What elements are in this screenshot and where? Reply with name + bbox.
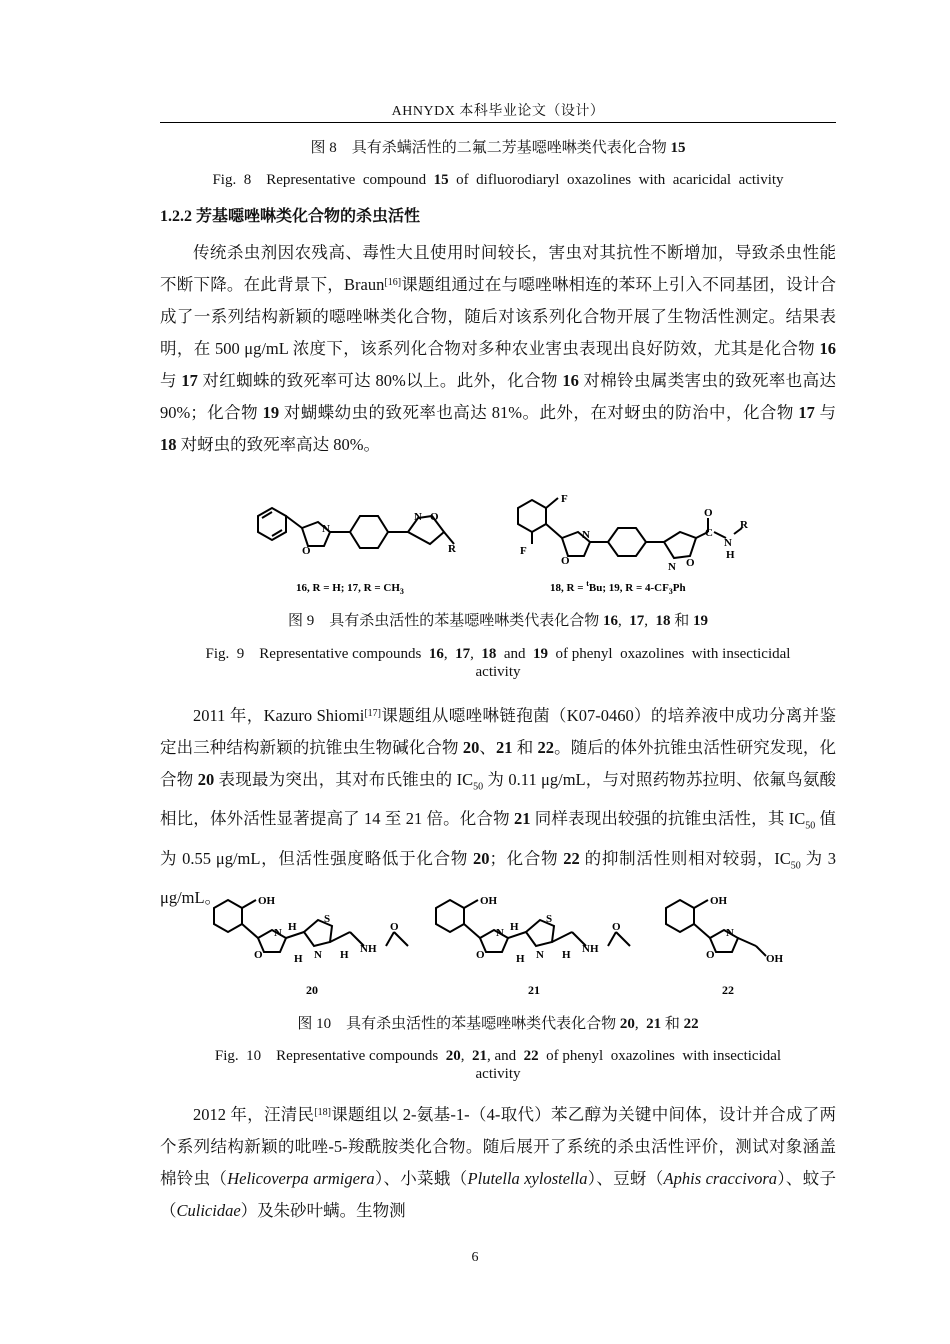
figure-10-structures — [200, 886, 800, 1006]
section-heading: 1.2.2 芳基噁唑啉类化合物的杀虫活性 — [160, 208, 421, 225]
svg-text:N: N — [314, 949, 322, 961]
svg-text:C: C — [705, 527, 713, 539]
svg-text:O: O — [561, 555, 570, 567]
svg-text:S: S — [546, 913, 553, 925]
citation-17: [17] — [364, 708, 381, 719]
svg-text:N: N — [668, 561, 676, 573]
svg-text:NH: NH — [582, 943, 599, 955]
svg-text:OH: OH — [258, 895, 276, 907]
svg-text:OH: OH — [710, 895, 728, 907]
svg-text:N: N — [724, 537, 732, 549]
header-rule — [160, 122, 836, 123]
fig8-caption-en: Fig. 8 Representative compound 15 of difluorodiaryl oxazolines with acaricidal activity — [212, 172, 784, 188]
fig9-caption-en: Fig. 9 Representative compounds 16, 17, 18 and 19 of phenyl oxazolines with insecticidal activity — [205, 646, 791, 680]
svg-text:S: S — [324, 913, 331, 925]
fig9-label-right: 18, R = $^t$Bu; 19, $R = 4-CF_3Ph$ — [550, 579, 686, 596]
svg-text:OH: OH — [480, 895, 498, 907]
svg-text:N: N — [274, 927, 282, 939]
svg-text:R: R — [448, 543, 456, 555]
svg-text:N: N — [536, 949, 544, 961]
svg-text:NH: NH — [360, 943, 377, 955]
structure-20 — [214, 900, 408, 952]
paragraph-3: 2012 年，汪清民[18]课题组以 2-氨基-1-（4-取代）苯乙醇为关键中间体，设计并合成了两个系列结构新颖的吡唑-5-羧酰胺类化合物。随后展开了系统的杀虫活性评价，测试对象涵盖棉铃虫（Helicoverpa armigera）、小菜蛾（Plutella xylostella）、豆蚜（Aphis craccivora）、蚊子（Culicidae）及朱砂叶螨。生物测 — [160, 1105, 837, 1220]
paragraph-2: 2011 年，Kazuro Shiomi[17]课题组从噁唑啉链孢菌（K07-0460）的培养液中成功分离并鉴定出三种结构新颖的抗锥虫生物碱化合物 20、21 和 22。随后的体外抗锥虫活性研究发现，化合物 20 表现最为突出，其对布氏锥虫的 $IC_{50}$ 为 0.11 μg/mL，与对照药物苏拉明、依氟鸟氨酸相比，体外活性显著提高了 14 至 21 倍。化合物 21 同样表现出较强的抗锥虫活性，其 $IC_{50}$ 值为 0.55 μg/mL，但活性强度略低于化合物 20；化合物 22 的抑制活性则相对较弱，$IC_{50}$ 为 3 μg/mL。 — [160, 706, 837, 907]
structure-21 — [436, 900, 630, 952]
svg-text:H: H — [294, 953, 303, 965]
fig10-label-22: 22 — [722, 983, 734, 997]
figure-9-structures — [250, 488, 770, 608]
structure-22 — [666, 900, 766, 956]
svg-text:N: N — [726, 927, 734, 939]
svg-text:O: O — [704, 507, 713, 519]
fig9-label-left: 16, R = H; 17, $R = CH_3$ — [296, 582, 404, 596]
svg-text:O: O — [612, 921, 621, 933]
fig10-label-21: 21 — [528, 983, 540, 997]
fig10-label-20: 20 — [306, 983, 318, 997]
svg-text:O: O — [430, 511, 439, 523]
svg-text:O: O — [390, 921, 399, 933]
svg-text:O: O — [686, 557, 695, 569]
svg-text:N: N — [322, 523, 330, 535]
fig8-caption-cn: 图 8 具有杀螨活性的二氟二芳基噁唑啉类代表化合物 15 — [310, 140, 686, 156]
svg-text:H: H — [510, 921, 519, 933]
svg-text:H: H — [340, 949, 349, 961]
fig10-caption-en: Fig. 10 Representative compounds 20, 21, and 22 of phenyl oxazolines with insecticidal activity — [214, 1048, 782, 1082]
svg-text:H: H — [726, 549, 735, 561]
svg-text:O: O — [706, 949, 715, 961]
svg-text:H: H — [562, 949, 571, 961]
structure-16-17 — [258, 508, 454, 548]
svg-text:N: N — [414, 511, 422, 523]
paragraph-1: 传统杀虫剂因农残高、毒性大且使用时间较长，害虫对其抗性不断增加，导致杀虫性能不断下降。在此背景下，Braun[16]课题组通过在与噁唑啉相连的苯环上引入不同基团，设计合成了一系列结构新颖的噁唑啉类化合物，随后对该系列化合物开展了生物活性测定。结果表明，在 500 μg/mL 浓度下，该系列化合物对多种农业害虫表现出良好防效，尤其是化合物 16 与 17 对红蜘蛛的致死率可达 80%以上。此外，化合物 16 对棉铃虫属类害虫的致死率也高达 90%；化合物 19 对蝴蝶幼虫的致死率也高达 81%。此外，在对蚜虫的防治中，化合物 17 与 18 对蚜虫的致死率高达 80%。 — [160, 243, 837, 454]
svg-text:OH: OH — [766, 953, 784, 965]
svg-text:R: R — [740, 519, 748, 531]
svg-text:F: F — [561, 493, 568, 505]
page-number: 6 — [471, 1250, 479, 1265]
svg-text:H: H — [516, 953, 525, 965]
fig9-caption-cn: 图 9 具有杀虫活性的苯基噁唑啉类代表化合物 16, 17, 18 和 19 — [287, 613, 709, 629]
svg-text:N: N — [582, 529, 590, 541]
svg-text:F: F — [520, 545, 527, 557]
citation-18: [18] — [314, 1107, 331, 1118]
svg-text:O: O — [254, 949, 263, 961]
running-header: AHNYDX 本科毕业论文（设计） — [391, 104, 605, 119]
svg-text:H: H — [288, 921, 297, 933]
svg-text:O: O — [302, 545, 311, 557]
citation-16: [16] — [384, 277, 402, 288]
svg-text:O: O — [476, 949, 485, 961]
svg-text:N: N — [496, 927, 504, 939]
fig10-caption-cn: 图 10 具有杀虫活性的苯基噁唑啉类代表化合物 20, 21 和 22 — [297, 1016, 699, 1032]
